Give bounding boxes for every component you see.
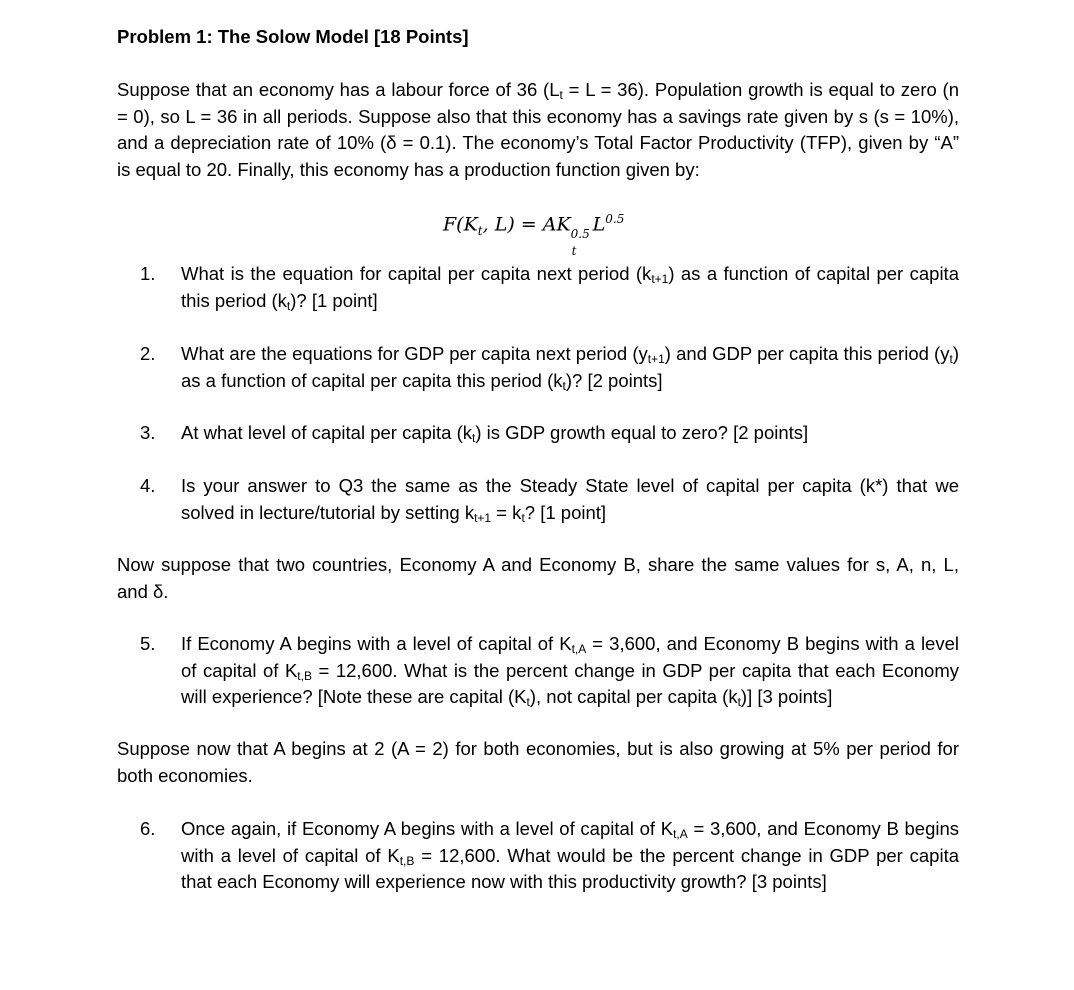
- question-text: [181, 420, 959, 447]
- question-number: 2.: [140, 343, 156, 364]
- formula-l: L: [592, 213, 606, 236]
- subscript-t: t: [472, 431, 476, 445]
- formula-k-sub: t: [571, 244, 577, 259]
- subscript-t1: t+1: [474, 510, 492, 525]
- subscript-t: t: [526, 695, 530, 709]
- q5-b: = 3,600, and Economy B begins with a level of capital of K: [181, 633, 959, 681]
- subscript-t1: t+1: [647, 352, 665, 366]
- q1-b: ) as a function of capital per capita this period (k: [181, 263, 959, 311]
- question-text: [181, 341, 959, 394]
- question-number: 3.: [140, 422, 156, 443]
- subscript-tb: t,B: [297, 668, 312, 683]
- subscript-tb: t,B: [399, 853, 415, 868]
- subscript-ta: t,A: [571, 642, 587, 656]
- question-text: [181, 631, 959, 711]
- subscript-t: t: [737, 695, 741, 709]
- question-number: 4.: [140, 475, 156, 496]
- q1-c: )? [1 point]: [290, 289, 378, 311]
- subscript-t: t: [559, 88, 563, 102]
- question-text: [181, 261, 959, 314]
- q6-a: Once again, if Economy A begins with a level of capital of K: [181, 818, 674, 839]
- subscript-t: t: [949, 352, 953, 366]
- q5-d: ), not capital per capita (k: [529, 686, 738, 707]
- q3-b: ) is GDP growth equal to zero? [2 points]: [475, 422, 809, 443]
- q5-c: = 12,600. What is the percent change in GDP per capita that each Economy will experience? [Note these are capital (K: [181, 659, 960, 707]
- middle-paragraph: Now suppose that two countries, Economy A and Economy B, share the same values for s, A, n, L, and δ.: [117, 554, 959, 602]
- problem-title: Problem 1: The Solow Model [18 Points]: [117, 26, 469, 47]
- question-text: [181, 473, 959, 526]
- question-4: [140, 473, 959, 526]
- q4-b: = k: [491, 501, 522, 523]
- production-function-formula: [443, 206, 625, 259]
- question-number: 6.: [140, 818, 156, 839]
- subscript-ta: t,A: [673, 827, 688, 841]
- question-number: 1.: [140, 263, 156, 284]
- q1-a: What is the equation for capital per capita next period (k: [181, 263, 652, 284]
- q2-d: )? [2 points]: [565, 369, 663, 391]
- question-1: [140, 261, 959, 314]
- subscript-t: t: [562, 378, 566, 393]
- q5-e: )] [3 points]: [740, 686, 833, 707]
- q4-c: ? [1 point]: [524, 501, 607, 523]
- q6-c: = 12,600. What would be the percent change in GDP per capita that each Economy will experience now with this productivity growth? [3 points]: [181, 844, 959, 892]
- formula-sub-t: t: [477, 224, 483, 239]
- q4-a: Is your answer to Q3 the same as the Steady State level of capital per capita (k*) that we solved in lecture/tutorial by setting k: [181, 475, 959, 523]
- middle-paragraph-2: Suppose now that A begins at 2 (A = 2) for both economies, but is also growing at 5% per period for both economies.: [117, 738, 959, 786]
- formula-lhs: F(K: [443, 213, 478, 236]
- document: [117, 24, 959, 51]
- intro-text-1: Suppose that an economy has a labour force of 36 (L: [117, 79, 560, 100]
- intro-text-2: = L = 36). Population growth is equal to zero (n = 0), so L = 36 in all periods. Suppose also that this economy has a savings rate given by s (s = 10%), and a depreciation rate of 10% (δ = 0.1). The economy’s Total Factor Productivity (TFP), given by “A” is equal to 20. Finally, this economy has a production function given by:: [117, 79, 960, 180]
- question-5: [140, 631, 959, 711]
- question-3: [140, 420, 959, 447]
- formula-mid: , L) = AK: [482, 213, 571, 236]
- q2-a: What are the equations for GDP per capita next period (y: [181, 343, 648, 364]
- subscript-t: t: [521, 510, 525, 525]
- question-6: [140, 816, 959, 896]
- question-2: [140, 341, 959, 394]
- formula-k-exp: 0.5: [570, 227, 590, 242]
- formula-l-exp: 0.5: [605, 212, 625, 226]
- q3-a: At what level of capital per capita (k: [181, 422, 473, 443]
- intro-paragraph: [117, 77, 959, 183]
- q2-c: ) as a function of capital per capita this period (k: [181, 343, 959, 391]
- question-text: [181, 816, 959, 896]
- q2-b: ) and GDP per capita this period (y: [664, 343, 950, 364]
- q5-a: If Economy A begins with a level of capital of K: [181, 633, 572, 654]
- subscript-t1: t+1: [651, 272, 669, 286]
- q6-b: = 3,600, and Economy B begins with a level of capital of K: [181, 818, 960, 866]
- question-number: 5.: [140, 633, 156, 654]
- subscript-t: t: [286, 298, 291, 313]
